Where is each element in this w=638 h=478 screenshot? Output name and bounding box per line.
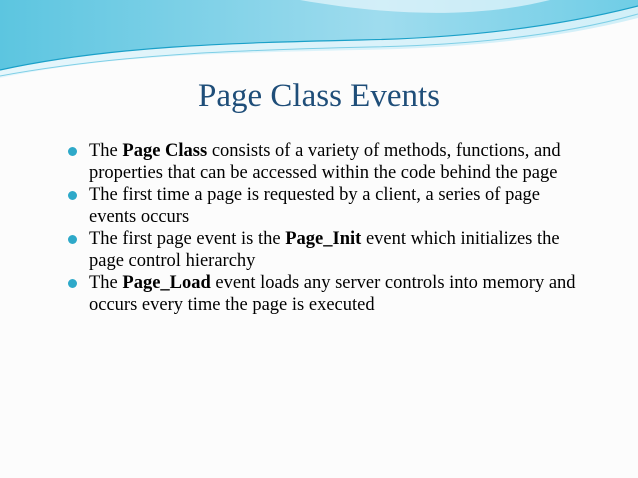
bullet-text: event loads any server controls into memory and occurs every time the page is executed xyxy=(89,273,576,315)
bullet-dot-icon xyxy=(68,191,77,200)
bullet-dot-icon xyxy=(68,235,77,244)
bullet-dot-icon xyxy=(68,147,77,156)
bullet-item xyxy=(68,272,588,316)
bullet-bold-text: Page Class xyxy=(122,141,208,161)
bullet-text: The first page event is the xyxy=(89,229,286,249)
bullet-text: event which initializes the page control hierarchy xyxy=(89,229,560,271)
bullet-text: The first time a page is requested by a client, a series of page events occurs xyxy=(89,185,541,227)
bullet-dot-icon xyxy=(68,279,77,288)
slide-title: Page Class Events xyxy=(198,78,440,114)
header-wave-decoration xyxy=(0,0,638,80)
bullet-text: The xyxy=(89,141,123,161)
bullet-bold-text: Page_Init xyxy=(285,229,362,249)
bullet-bold-text: Page_Load xyxy=(122,273,211,293)
bullet-item xyxy=(68,184,588,228)
bullet-item xyxy=(68,140,588,184)
bullet-item xyxy=(68,228,588,272)
bullet-list xyxy=(68,140,588,316)
bullet-text: The xyxy=(89,273,123,293)
bullet-text: consists of a variety of methods, functions, and properties that can be accessed within the code behind the page xyxy=(89,141,561,183)
